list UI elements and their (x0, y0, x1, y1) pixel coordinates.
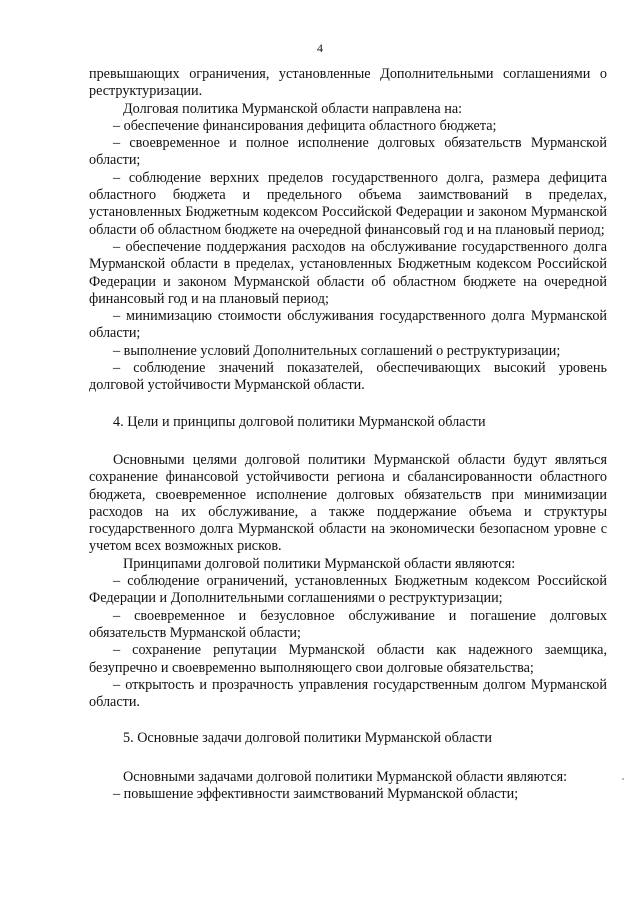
list-item: – соблюдение значений показателей, обеспечивающих высокий уровень долговой устойчивости Мурманской области. (89, 360, 607, 394)
list-item: – минимизацию стоимости обслуживания государственного долга Мурманской области; (89, 308, 607, 342)
list-item: – своевременное и безусловное обслуживание и погашение долговых обязательств Мурманской области; (89, 607, 607, 641)
list-item: – повышение эффективности заимствований Мурманской области; (113, 785, 519, 802)
list-item: – выполнение условий Дополнительных соглашений о реструктуризации; (113, 342, 561, 359)
list-item: – открытость и прозрачность управления государственным долгом Мурманской области. (89, 676, 607, 711)
paragraph: Основными задачами долговой политики Мурманской области являются: (123, 768, 568, 785)
section-heading-4: 4. Цели и принципы долговой политики Мурманской области (113, 413, 486, 430)
page-number: 4 (317, 41, 323, 55)
list-item: – обеспечение поддержания расходов на обслуживание государственного долга Мурманской области в пределах, установленных Бюджетным кодексом Российской Федерации и законом Мурманской области об областном бюджете на очередной финансовый год и на плановый период; (89, 238, 607, 307)
paragraph: превышающих ограничения, установленные Дополнительными соглашениями о реструктуризации. (89, 66, 607, 100)
paragraph: Принципами долговой политики Мурманской области являются: (123, 555, 516, 572)
paragraph: Основными целями долговой политики Мурманской области будут являться сохранение финансовой устойчивости региона и сбалансированности областного бюджета, своевременное исполнение долговых обязательств при минимизации расходов на их обслуживание, а также поддержание объема и структуры государственного долга Мурманской области на экономически безопасном уровне с учетом всех возможных рисков. (89, 451, 607, 555)
list-item: – своевременное и полное исполнение долговых обязательств Мурманской области; (89, 135, 607, 169)
list-item: – обеспечение финансирования дефицита областного бюджета; (113, 117, 497, 134)
document-body (89, 66, 607, 803)
list-item: – соблюдение ограничений, установленных Бюджетным кодексом Российской Федерации и Дополнительными соглашениями о реструктуризации; (89, 573, 607, 607)
paragraph: Долговая политика Мурманской области направлена на: (123, 100, 463, 117)
list-item: – сохранение репутации Мурманской области как надежного заемщика, безупречно и своевременно выполняющего свои долговые обязательства; (89, 642, 607, 676)
section-heading-5: 5. Основные задачи долговой политики Мурманской области (123, 730, 492, 747)
list-item: – соблюдение верхних пределов государственного долга, размера дефицита областного бюджета и предельного объема заимствований в пределах, установленных Бюджетным кодексом Российской Федерации и законом Мурманской области об областном бюджете на очередной финансовый год и на плановый период; (89, 169, 607, 238)
scan-speck (622, 778, 624, 780)
